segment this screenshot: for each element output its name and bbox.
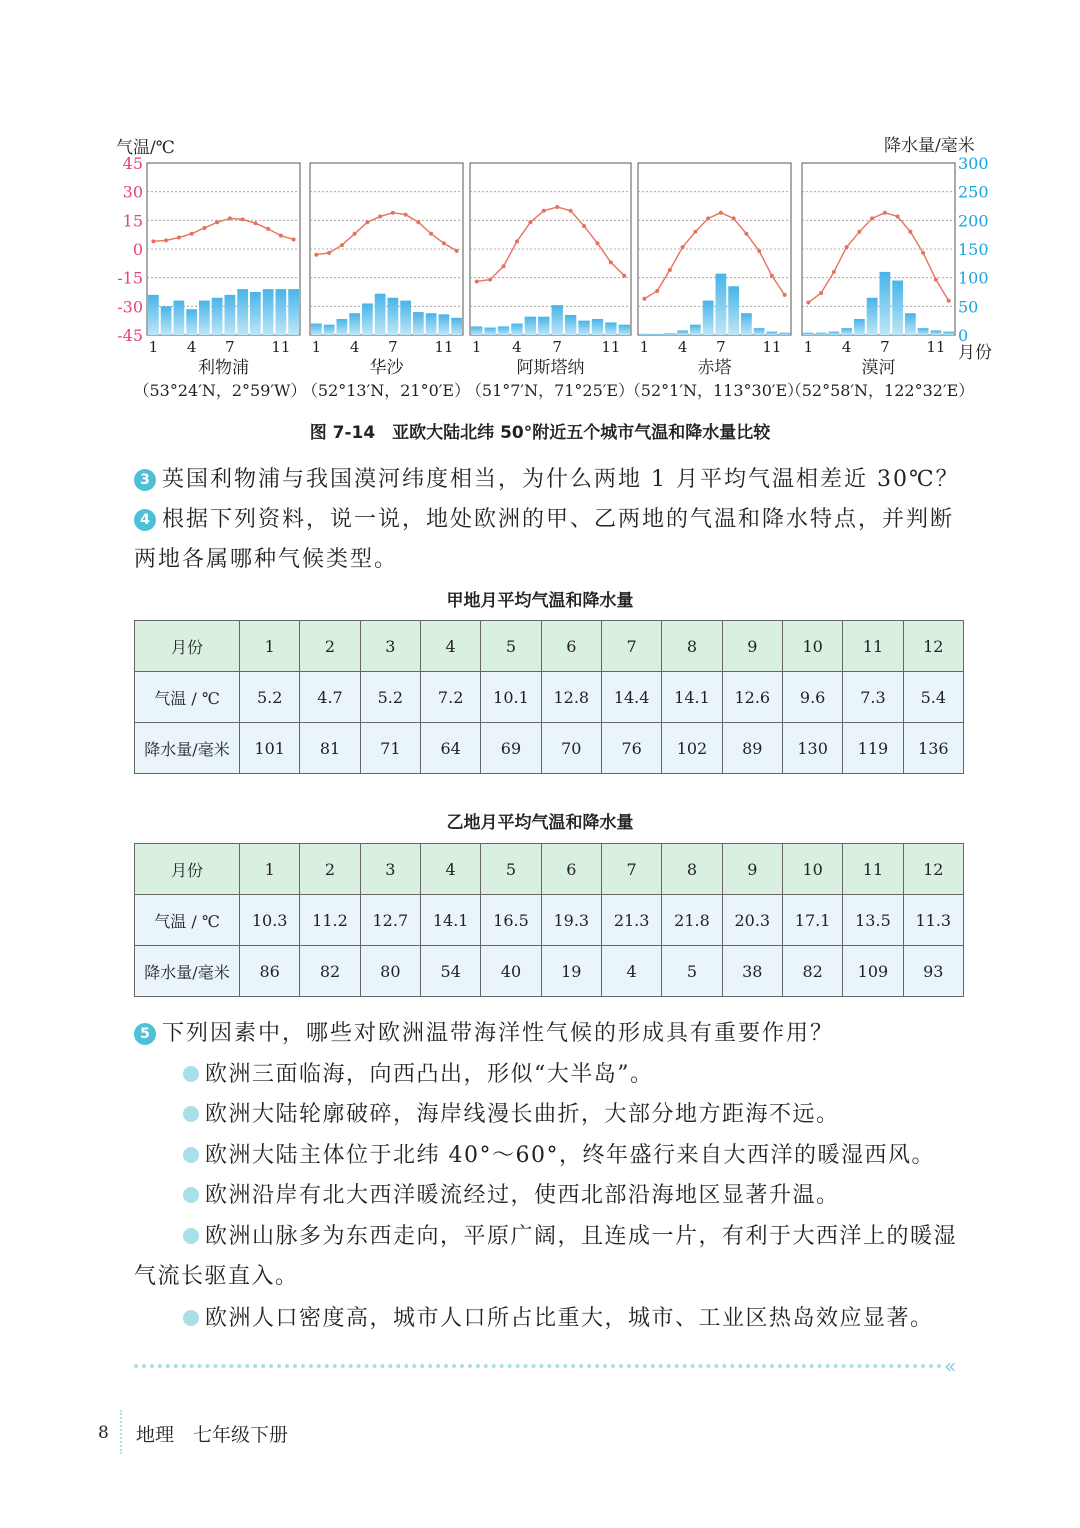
figure-caption: 图 7-14 亚欧大陆北纬 50°附近五个城市气温和降水量比较 bbox=[309, 423, 771, 443]
city-coordinates: （53°24′N，2°59′W） bbox=[133, 381, 307, 400]
temperature-point bbox=[266, 227, 270, 231]
month-row bbox=[135, 844, 964, 895]
precipitation-bar bbox=[349, 313, 360, 335]
precip-tick-label: 250 bbox=[958, 182, 989, 202]
precip-tick-label: 200 bbox=[958, 211, 989, 231]
table-cell: 54 bbox=[420, 946, 480, 997]
table-cell: 76 bbox=[601, 723, 661, 774]
temperature-point bbox=[870, 216, 874, 220]
precipitation-row bbox=[135, 946, 964, 997]
table-cell: 2 bbox=[300, 621, 360, 672]
table-cell: 64 bbox=[420, 723, 480, 774]
table-a-title: 甲地月平均气温和降水量 bbox=[446, 591, 634, 611]
month-tick-label: 1 bbox=[311, 338, 322, 356]
row-label: 月份 bbox=[135, 844, 240, 895]
temp-tick-label: -45 bbox=[117, 326, 143, 345]
table-cell: 7 bbox=[601, 844, 661, 895]
temperature-point bbox=[668, 268, 672, 272]
question-number-badge: 3 bbox=[134, 469, 156, 491]
precipitation-bar bbox=[592, 319, 603, 335]
temperature-point bbox=[404, 213, 408, 217]
question-3-text: 英国利物浦与我国漠河纬度相当，为什么两地 1 月平均气温相差近 30℃？ bbox=[162, 467, 960, 492]
option-item bbox=[134, 1217, 970, 1297]
table-cell: 81 bbox=[300, 723, 360, 774]
question-5 bbox=[134, 1014, 964, 1054]
precipitation-bar bbox=[375, 294, 386, 335]
table-cell: 93 bbox=[903, 946, 963, 997]
book-title: 地理 七年级下册 bbox=[136, 1424, 289, 1446]
month-tick-label: 4 bbox=[841, 338, 852, 356]
temperature-point bbox=[365, 220, 369, 224]
temperature-point bbox=[806, 301, 810, 305]
table-cell: 119 bbox=[843, 723, 903, 774]
table-cell: 10.3 bbox=[240, 895, 300, 946]
temperature-point bbox=[857, 230, 861, 234]
row-label: 降水量/毫米 bbox=[135, 946, 240, 997]
temperature-point bbox=[442, 241, 446, 245]
table-cell: 8 bbox=[662, 621, 722, 672]
precipitation-bar bbox=[677, 330, 688, 335]
precipitation-bar bbox=[931, 330, 942, 335]
option-text: 欧洲大陆主体位于北纬 40°～60°，终年盛行来自大西洋的暖湿西风。 bbox=[205, 1143, 935, 1168]
table-cell: 101 bbox=[240, 723, 300, 774]
table-cell: 5.2 bbox=[360, 672, 420, 723]
table-cell: 70 bbox=[541, 723, 601, 774]
climate-chart-figure bbox=[0, 0, 1080, 410]
bullet-icon bbox=[183, 1310, 199, 1326]
table-cell: 10 bbox=[782, 621, 842, 672]
precipitation-bar bbox=[816, 333, 827, 335]
table-cell: 12 bbox=[903, 621, 963, 672]
precipitation-row bbox=[135, 723, 964, 774]
city-name: 赤塔 bbox=[697, 358, 732, 378]
table-cell: 3 bbox=[360, 621, 420, 672]
table-cell: 11.2 bbox=[300, 895, 360, 946]
temperature-point bbox=[279, 234, 283, 238]
precip-tick-label: 50 bbox=[958, 297, 979, 317]
month-tick-label: 7 bbox=[225, 338, 235, 356]
temperature-point bbox=[642, 297, 646, 301]
precipitation-bar bbox=[619, 325, 630, 335]
precipitation-bar bbox=[880, 272, 891, 335]
option-text: 欧洲人口密度高，城市人口所占比重大，城市、工业区热岛效应显著。 bbox=[205, 1306, 934, 1331]
table-cell: 102 bbox=[662, 723, 722, 774]
temp-tick-label: -15 bbox=[117, 268, 143, 288]
option-item bbox=[183, 1136, 973, 1176]
temp-tick-label: -30 bbox=[117, 297, 143, 317]
month-tick-label: 7 bbox=[716, 338, 726, 356]
precipitation-bar bbox=[703, 301, 714, 335]
temperature-point bbox=[353, 232, 357, 236]
temp-tick-label: 30 bbox=[122, 182, 143, 202]
precipitation-bar bbox=[665, 333, 676, 335]
city-coordinates: （51°7′N，71°25′E） bbox=[465, 381, 635, 400]
table-cell: 5 bbox=[481, 621, 541, 672]
table-cell: 19.3 bbox=[541, 895, 601, 946]
table-cell: 130 bbox=[782, 723, 842, 774]
y-left-axis-label: 气温/℃ bbox=[116, 138, 175, 158]
month-tick-label: 4 bbox=[186, 338, 197, 356]
precipitation-bar bbox=[186, 309, 197, 335]
row-label: 降水量/毫米 bbox=[135, 723, 240, 774]
option-text: 欧洲山脉多为东西走向，平原广阔，且连成一片，有利于大西洋上的暖湿气流长驱直入。 bbox=[134, 1224, 958, 1289]
temperature-point bbox=[569, 209, 573, 213]
precipitation-bar bbox=[565, 315, 576, 335]
precipitation-bar bbox=[741, 313, 752, 335]
table-cell: 14.1 bbox=[662, 672, 722, 723]
temperature-point bbox=[908, 230, 912, 234]
precipitation-bar bbox=[779, 333, 790, 335]
table-cell: 82 bbox=[782, 946, 842, 997]
option-text: 欧洲大陆轮廓破碎，海岸线漫长曲折，大部分地方距海不远。 bbox=[205, 1102, 840, 1127]
table-cell: 4 bbox=[420, 621, 480, 672]
table-b bbox=[134, 843, 964, 997]
month-tick-label: 1 bbox=[803, 338, 814, 356]
table-cell: 7.3 bbox=[843, 672, 903, 723]
temp-tick-label: 45 bbox=[122, 154, 143, 173]
table-cell: 86 bbox=[240, 946, 300, 997]
temperature-point bbox=[455, 249, 459, 253]
precipitation-bar bbox=[471, 326, 482, 335]
city-name: 华沙 bbox=[369, 358, 404, 378]
table-cell: 3 bbox=[360, 844, 420, 895]
table-cell: 82 bbox=[300, 946, 360, 997]
table-cell: 4.7 bbox=[300, 672, 360, 723]
option-text: 欧洲三面临海，向西凸出，形似“大半岛”。 bbox=[205, 1062, 654, 1087]
month-tick-label: 11 bbox=[601, 338, 621, 356]
table-cell: 19 bbox=[541, 946, 601, 997]
temperature-point bbox=[845, 245, 849, 249]
table-cell: 5.2 bbox=[240, 672, 300, 723]
temperature-point bbox=[693, 230, 697, 234]
month-tick-label: 1 bbox=[471, 338, 482, 356]
precipitation-bar bbox=[413, 312, 424, 335]
precipitation-bar bbox=[525, 317, 536, 335]
precipitation-bar bbox=[439, 314, 450, 335]
month-row bbox=[135, 621, 964, 672]
table-cell: 40 bbox=[481, 946, 541, 997]
table-cell: 5 bbox=[481, 844, 541, 895]
table-cell: 13.5 bbox=[843, 895, 903, 946]
y-right-axis-label: 降水量/毫米 bbox=[884, 136, 975, 156]
precipitation-bar bbox=[652, 334, 663, 335]
temperature-row bbox=[135, 895, 964, 946]
question-number-badge: 5 bbox=[134, 1023, 156, 1045]
temperature-point bbox=[475, 279, 479, 283]
table-cell: 10.1 bbox=[481, 672, 541, 723]
table-cell: 6 bbox=[541, 844, 601, 895]
option-item bbox=[183, 1176, 973, 1216]
temperature-point bbox=[770, 274, 774, 278]
precipitation-bar bbox=[276, 289, 287, 335]
temperature-point bbox=[757, 249, 761, 253]
precipitation-bar bbox=[451, 318, 462, 335]
precipitation-bar bbox=[250, 292, 261, 335]
table-cell: 1 bbox=[240, 844, 300, 895]
precipitation-bar bbox=[161, 306, 172, 335]
precipitation-bar bbox=[605, 322, 616, 335]
row-label: 气温 / ℃ bbox=[135, 895, 240, 946]
precipitation-bar bbox=[829, 332, 840, 335]
temperature-point bbox=[502, 264, 506, 268]
page-number: 8 bbox=[98, 1423, 109, 1443]
precipitation-bar bbox=[324, 325, 335, 335]
table-cell: 89 bbox=[722, 723, 782, 774]
table-cell: 16.5 bbox=[481, 895, 541, 946]
temp-tick-label: 0 bbox=[132, 240, 143, 259]
month-tick-label: 1 bbox=[639, 338, 650, 356]
option-item bbox=[183, 1299, 973, 1339]
table-cell: 11.3 bbox=[903, 895, 963, 946]
temperature-point bbox=[719, 211, 723, 215]
city-name: 利物浦 bbox=[198, 358, 249, 378]
precipitation-bar bbox=[841, 328, 852, 335]
temperature-point bbox=[228, 216, 232, 220]
temperature-point bbox=[241, 217, 245, 221]
table-cell: 7.2 bbox=[420, 672, 480, 723]
precipitation-bar bbox=[148, 295, 159, 335]
precipitation-bar bbox=[578, 321, 589, 335]
table-cell: 80 bbox=[360, 946, 420, 997]
precipitation-bar bbox=[552, 305, 563, 335]
double-chevron-icon: « bbox=[944, 1354, 957, 1378]
temperature-point bbox=[609, 260, 613, 264]
table-cell: 38 bbox=[722, 946, 782, 997]
month-tick-label: 11 bbox=[762, 338, 782, 356]
month-tick-label: 7 bbox=[388, 338, 398, 356]
precipitation-bar bbox=[892, 281, 903, 335]
table-cell: 71 bbox=[360, 723, 420, 774]
question-5-text: 下列因素中，哪些对欧洲温带海洋性气候的形成具有重要作用？ bbox=[162, 1021, 835, 1046]
table-cell: 12 bbox=[903, 844, 963, 895]
precipitation-bar bbox=[854, 319, 865, 335]
table-cell: 6 bbox=[541, 621, 601, 672]
precipitation-bar bbox=[767, 332, 778, 335]
table-cell: 11 bbox=[843, 621, 903, 672]
table-cell: 8 bbox=[662, 844, 722, 895]
precipitation-bar bbox=[426, 313, 437, 335]
month-tick-label: 1 bbox=[148, 338, 159, 356]
precipitation-bar bbox=[867, 298, 878, 335]
table-cell: 2 bbox=[300, 844, 360, 895]
precip-tick-label: 0 bbox=[958, 326, 969, 345]
month-tick-label: 11 bbox=[271, 338, 291, 356]
temperature-point bbox=[582, 224, 586, 228]
city-name: 阿斯塔纳 bbox=[516, 358, 585, 378]
temperature-point bbox=[542, 209, 546, 213]
temperature-point bbox=[416, 220, 420, 224]
table-cell: 10 bbox=[782, 844, 842, 895]
precipitation-bar bbox=[690, 325, 701, 335]
precipitation-bar bbox=[288, 289, 299, 335]
precipitation-bar bbox=[639, 334, 650, 335]
precipitation-bar bbox=[498, 326, 509, 335]
precipitation-bar bbox=[943, 332, 954, 335]
row-label: 气温 / ℃ bbox=[135, 672, 240, 723]
month-tick-label: 7 bbox=[880, 338, 890, 356]
temperature-point bbox=[314, 253, 318, 257]
section-divider bbox=[134, 1364, 942, 1368]
temperature-point bbox=[732, 216, 736, 220]
city-coordinates: （52°13′N，21°0′E） bbox=[301, 381, 471, 400]
temperature-point bbox=[934, 278, 938, 282]
precipitation-bar bbox=[754, 328, 765, 335]
temperature-point bbox=[391, 211, 395, 215]
bullet-icon bbox=[183, 1228, 199, 1244]
temperature-point bbox=[706, 216, 710, 220]
month-tick-label: 11 bbox=[926, 338, 946, 356]
temperature-point bbox=[819, 291, 823, 295]
precipitation-bar bbox=[174, 301, 185, 335]
temperature-point bbox=[921, 251, 925, 255]
table-cell: 12.8 bbox=[541, 672, 601, 723]
question-3 bbox=[134, 460, 964, 500]
table-cell: 14.1 bbox=[420, 895, 480, 946]
temperature-point bbox=[378, 215, 382, 219]
table-cell: 12.7 bbox=[360, 895, 420, 946]
city-name: 漠河 bbox=[861, 358, 896, 378]
temperature-point bbox=[832, 270, 836, 274]
city-coordinates: （52°58′N，122°32′E） bbox=[785, 381, 975, 400]
table-cell: 12.6 bbox=[722, 672, 782, 723]
table-cell: 11 bbox=[843, 844, 903, 895]
precipitation-bar bbox=[337, 319, 348, 335]
precipitation-bar bbox=[716, 274, 727, 335]
table-cell: 5 bbox=[662, 946, 722, 997]
row-label: 月份 bbox=[135, 621, 240, 672]
temperature-point bbox=[327, 251, 331, 255]
month-tick-label: 4 bbox=[677, 338, 688, 356]
table-cell: 109 bbox=[843, 946, 903, 997]
month-tick-label: 4 bbox=[512, 338, 522, 356]
table-cell: 21.8 bbox=[662, 895, 722, 946]
bullet-icon bbox=[183, 1187, 199, 1203]
temperature-point bbox=[340, 243, 344, 247]
precipitation-bar bbox=[538, 317, 549, 335]
table-a bbox=[134, 620, 964, 774]
precipitation-bar bbox=[311, 324, 322, 335]
table-cell: 4 bbox=[420, 844, 480, 895]
precip-tick-label: 150 bbox=[958, 240, 989, 259]
city-coordinates: （52°1′N，113°30′E） bbox=[624, 381, 804, 400]
temperature-point bbox=[253, 221, 257, 225]
precipitation-bar bbox=[511, 324, 522, 335]
temperature-point bbox=[429, 232, 433, 236]
option-item bbox=[183, 1055, 973, 1095]
temp-tick-label: 15 bbox=[122, 211, 143, 231]
table-cell: 5.4 bbox=[903, 672, 963, 723]
precipitation-bar bbox=[905, 313, 916, 335]
precipitation-bar bbox=[484, 328, 495, 335]
footer-divider bbox=[120, 1410, 122, 1454]
table-cell: 7 bbox=[601, 621, 661, 672]
table-cell: 69 bbox=[481, 723, 541, 774]
precipitation-bar bbox=[728, 286, 739, 335]
temperature-point bbox=[655, 289, 659, 293]
precipitation-bar bbox=[388, 298, 399, 335]
table-cell: 9.6 bbox=[782, 672, 842, 723]
temperature-point bbox=[215, 220, 219, 224]
temperature-point bbox=[595, 241, 599, 245]
option-item bbox=[183, 1095, 973, 1135]
table-cell: 21.3 bbox=[601, 895, 661, 946]
bullet-icon bbox=[183, 1106, 199, 1122]
temperature-point bbox=[528, 220, 532, 224]
table-cell: 20.3 bbox=[722, 895, 782, 946]
temperature-point bbox=[190, 232, 194, 236]
precipitation-bar bbox=[199, 301, 210, 335]
table-cell: 17.1 bbox=[782, 895, 842, 946]
temperature-point bbox=[164, 238, 168, 242]
table-cell: 9 bbox=[722, 844, 782, 895]
temperature-point bbox=[177, 236, 181, 240]
temperature-point bbox=[151, 239, 155, 243]
question-4 bbox=[134, 500, 964, 580]
bullet-icon bbox=[183, 1147, 199, 1163]
precip-tick-label: 100 bbox=[958, 268, 989, 288]
temperature-row bbox=[135, 672, 964, 723]
temperature-point bbox=[622, 274, 626, 278]
precipitation-bar bbox=[263, 289, 274, 335]
precip-tick-label: 300 bbox=[958, 154, 989, 173]
precipitation-bar bbox=[212, 298, 223, 335]
bullet-icon bbox=[183, 1066, 199, 1082]
table-cell: 1 bbox=[240, 621, 300, 672]
temperature-point bbox=[555, 205, 559, 209]
question-4-text: 根据下列资料，说一说，地处欧洲的甲、乙两地的气温和降水特点，并判断两地各属哪种气候类型。 bbox=[134, 507, 955, 572]
table-b-title: 乙地月平均气温和降水量 bbox=[446, 813, 634, 833]
temperature-point bbox=[515, 239, 519, 243]
precipitation-bar bbox=[918, 328, 929, 335]
temperature-point bbox=[947, 299, 951, 303]
temperature-point bbox=[783, 293, 787, 297]
table-cell: 136 bbox=[903, 723, 963, 774]
precipitation-bar bbox=[400, 301, 411, 335]
table-cell: 4 bbox=[601, 946, 661, 997]
temperature-point bbox=[681, 245, 685, 249]
x-unit-label: 月份 bbox=[958, 343, 992, 363]
precipitation-bar bbox=[362, 303, 373, 335]
option-text: 欧洲沿岸有北大西洋暖流经过，使西北部沿海地区显著升温。 bbox=[205, 1183, 840, 1208]
precipitation-bar bbox=[237, 289, 248, 335]
temperature-point bbox=[488, 278, 492, 282]
table-cell: 14.4 bbox=[601, 672, 661, 723]
temperature-point bbox=[896, 215, 900, 219]
month-tick-label: 11 bbox=[434, 338, 454, 356]
temperature-point bbox=[292, 237, 296, 241]
month-tick-label: 7 bbox=[552, 338, 562, 356]
temperature-point bbox=[202, 226, 206, 230]
precipitation-bar bbox=[803, 333, 814, 335]
table-cell: 9 bbox=[722, 621, 782, 672]
temperature-point bbox=[883, 211, 887, 215]
month-tick-label: 4 bbox=[349, 338, 360, 356]
question-number-badge: 4 bbox=[134, 509, 156, 531]
temperature-point bbox=[744, 232, 748, 236]
precipitation-bar bbox=[225, 295, 236, 335]
